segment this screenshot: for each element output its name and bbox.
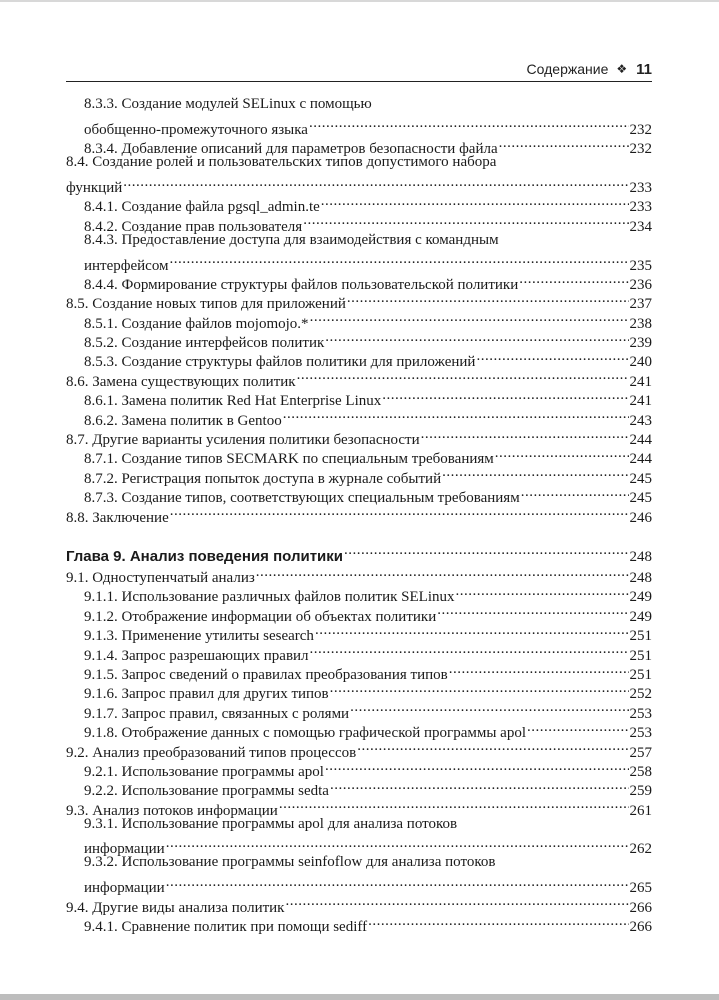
- toc-entry-page-number: 266: [629, 919, 652, 936]
- chapter-page-number: 248: [629, 548, 652, 565]
- toc-entry-title: 8.3.3. Создание модулей SELinux с помощью: [84, 96, 372, 112]
- toc-entry-page-number: 239: [629, 335, 652, 352]
- dot-leader: [285, 892, 628, 911]
- toc-entry-title: 8.6. Замена существующих политик: [66, 373, 296, 390]
- toc-entry-title: 8.8. Заключение: [66, 509, 169, 526]
- dot-leader: [344, 539, 629, 561]
- toc-entry-page-number: 258: [629, 763, 652, 780]
- dot-leader: [527, 718, 629, 737]
- toc-entry-page-number: 234: [629, 218, 652, 235]
- toc-entry-title: 9.1. Одноступенчатый анализ: [66, 569, 255, 586]
- dot-leader: [350, 698, 628, 717]
- dot-leader: [495, 444, 629, 463]
- toc-section-chapter-9: [66, 563, 652, 936]
- toc-entry-title: 8.3.4. Добавление описаний для параметров безопасности файла: [84, 141, 498, 158]
- dot-leader: [456, 582, 629, 601]
- header-rule: [66, 81, 652, 82]
- toc-section-chapter-8: [66, 95, 652, 526]
- dot-leader: [368, 912, 628, 931]
- toc-entry-title: функций: [66, 179, 123, 196]
- dot-leader: [283, 405, 629, 424]
- toc-entry-page-number: 236: [629, 276, 652, 293]
- toc-entry-title: 8.6.2. Замена политик в Gentoo: [84, 412, 282, 429]
- toc-entry-page-number: 241: [629, 373, 652, 390]
- dot-leader: [256, 563, 629, 582]
- dot-leader: [310, 640, 629, 659]
- dot-leader: [166, 873, 629, 892]
- dot-leader: [325, 757, 629, 776]
- toc-entry[interactable]: [66, 114, 652, 138]
- running-header: [66, 56, 652, 82]
- toc-entry-title: 9.4. Другие виды анализа политик: [66, 899, 285, 916]
- toc-entry-page-number: 251: [629, 666, 652, 683]
- toc-entry-page-number: 237: [629, 296, 652, 313]
- toc-entry-title: 8.4.2. Создание прав пользователя: [84, 218, 303, 235]
- toc-entry-title: 8.6.1. Замена политик Red Hat Enterprise Linux: [84, 393, 382, 410]
- dot-leader: [170, 250, 629, 269]
- toc-entry-page-number: 253: [629, 705, 652, 722]
- dot-leader: [330, 679, 629, 698]
- toc-entry-title: 8.7. Другие варианты усиления политики безопасности: [66, 432, 420, 449]
- dot-leader: [357, 737, 628, 756]
- toc-entry[interactable]: [66, 192, 652, 216]
- dot-leader: [309, 114, 629, 133]
- toc-entry-title: 9.1.8. Отображение данных с помощью графической программы apol: [84, 725, 526, 742]
- toc-entry-page-number: 244: [629, 432, 652, 449]
- toc-entry[interactable]: [66, 231, 652, 250]
- toc-entry-title: 8.4.4. Формирование структуры файлов пользовательской политики: [84, 276, 519, 293]
- dot-leader: [476, 347, 628, 366]
- toc-entry-title: 9.3. Анализ потоков информации: [66, 802, 278, 819]
- toc-entry-title: 9.1.3. Применение утилиты sesearch: [84, 628, 314, 645]
- toc-entry[interactable]: [66, 873, 652, 897]
- toc-entry-page-number: 245: [629, 470, 652, 487]
- toc-entry-title: 9.1.2. Отображение информации об объектах политики: [84, 608, 437, 625]
- toc-entry-page-number: 246: [629, 509, 652, 526]
- header-ornament-icon: ❖: [616, 62, 628, 76]
- toc-entry-title: 9.3.1. Использование программы apol для анализа потоков: [84, 815, 458, 832]
- toc-entry-page-number: 245: [629, 490, 652, 507]
- toc-entry[interactable]: [66, 815, 652, 834]
- toc-entry-page-number: 257: [629, 744, 652, 761]
- toc-entry-title: 8.7.2. Регистрация попыток доступа в журнале событий: [84, 470, 442, 487]
- table-of-contents: [66, 95, 652, 936]
- header-page-number: 11: [636, 60, 652, 78]
- page-bottom-edge: [0, 994, 719, 1000]
- dot-leader: [521, 483, 629, 502]
- toc-entry-page-number: 251: [629, 628, 652, 645]
- toc-entry-title: 9.2. Анализ преобразований типов процессов: [66, 744, 357, 761]
- toc-entry-page-number: 235: [629, 257, 652, 274]
- toc-entry-page-number: 253: [629, 725, 652, 742]
- toc-entry[interactable]: [66, 853, 652, 872]
- toc-entry-title: 9.2.2. Использование программы sedta: [84, 783, 329, 800]
- toc-entry-page-number: 248: [629, 569, 652, 586]
- toc-entry-page-number: 261: [629, 802, 652, 819]
- dot-leader: [499, 134, 629, 153]
- dot-leader: [325, 328, 628, 347]
- page-top-edge: [0, 0, 719, 2]
- toc-entry-title: 8.5. Создание новых типов для приложений: [66, 296, 346, 313]
- toc-chapter-heading[interactable]: [66, 539, 652, 565]
- toc-entry-page-number: 238: [629, 315, 652, 332]
- dot-leader: [279, 795, 629, 814]
- dot-leader: [310, 308, 629, 327]
- dot-leader: [421, 425, 629, 444]
- toc-entry-page-number: 232: [629, 121, 652, 138]
- toc-entry-title: 8.5.2. Создание интерфейсов политик: [84, 335, 325, 352]
- dot-leader: [170, 502, 629, 521]
- toc-entry-title: 9.1.5. Запрос сведений о правилах преобразования типов: [84, 666, 448, 683]
- toc-entry-page-number: 241: [629, 393, 652, 410]
- toc-entry-title: 9.3.2. Использование программы seinfoflow для анализа потоков: [84, 854, 496, 871]
- toc-entry[interactable]: [66, 95, 652, 114]
- toc-entry[interactable]: [66, 250, 652, 274]
- toc-entry-page-number: 240: [629, 354, 652, 371]
- toc-entry-title: интерфейсом: [84, 257, 169, 274]
- toc-entry-title: 9.1.7. Запрос правил, связанных с ролями: [84, 705, 350, 722]
- dot-leader: [449, 660, 629, 679]
- toc-entry-page-number: 251: [629, 647, 652, 664]
- toc-entry-page-number: 244: [629, 451, 652, 468]
- toc-entry-title: 8.5.3. Создание структуры файлов политики для приложений: [84, 354, 476, 371]
- dot-leader: [315, 621, 629, 640]
- toc-entry-page-number: 265: [629, 880, 652, 897]
- dot-leader: [166, 834, 629, 853]
- toc-entry-page-number: 249: [629, 608, 652, 625]
- toc-entry-page-number: 243: [629, 412, 652, 429]
- header-section-title: Содержание: [526, 61, 609, 77]
- toc-entry-title: 8.4.3. Предоставление доступа для взаимодействия с командным: [84, 231, 499, 248]
- dot-leader: [330, 776, 629, 795]
- toc-entry-title: информации: [84, 841, 165, 858]
- dot-leader: [321, 192, 629, 211]
- toc-entry-title: 9.4.1. Сравнение политик при помощи sediff: [84, 919, 368, 936]
- chapter-title: Глава 9. Анализ поведения политики: [66, 547, 343, 565]
- toc-entry-title: 8.4.1. Создание файла pgsql_admin.te: [84, 199, 320, 216]
- toc-entry[interactable]: [66, 173, 652, 196]
- dot-leader: [519, 270, 628, 289]
- toc-entry-title: 8.5.1. Создание файлов mojomojo.*: [84, 315, 309, 332]
- toc-entry-title: 8.7.1. Создание типов SECMARK по специальным требованиям: [84, 451, 494, 468]
- toc-entry-page-number: 232: [629, 141, 652, 158]
- toc-entry-page-number: 259: [629, 783, 652, 800]
- toc-entry-page-number: 262: [629, 841, 652, 858]
- toc-entry-title: обобщенно-промежуточного языка: [84, 121, 308, 138]
- dot-leader: [303, 211, 628, 230]
- toc-entry-page-number: 252: [629, 686, 652, 703]
- dot-leader: [123, 173, 628, 192]
- dot-leader: [347, 289, 629, 308]
- toc-entry-title: 9.1.6. Запрос правил для других типов: [84, 686, 329, 703]
- toc-entry-page-number: 233: [629, 199, 652, 216]
- dot-leader: [297, 366, 629, 385]
- dot-leader: [442, 463, 628, 482]
- toc-entry[interactable]: [66, 834, 652, 858]
- toc-entry-page-number: 266: [629, 899, 652, 916]
- toc-entry-page-number: 233: [629, 179, 652, 196]
- toc-entry-title: 9.1.4. Запрос разрешающих правил: [84, 647, 309, 664]
- toc-entry-title: информации: [84, 880, 165, 897]
- toc-entry-title: 8.7.3. Создание типов, соответствующих специальным требованиям: [84, 490, 520, 507]
- toc-entry-title: 9.2.1. Использование программы apol: [84, 763, 324, 780]
- toc-entry-title: 9.1.1. Использование различных файлов политик SELinux: [84, 589, 455, 606]
- toc-entry-title: 8.4. Создание ролей и пользовательских типов допустимого набора: [66, 154, 497, 171]
- toc-entry[interactable]: [66, 153, 652, 172]
- dot-leader: [437, 601, 628, 620]
- dot-leader: [382, 386, 628, 405]
- toc-entry-page-number: 249: [629, 589, 652, 606]
